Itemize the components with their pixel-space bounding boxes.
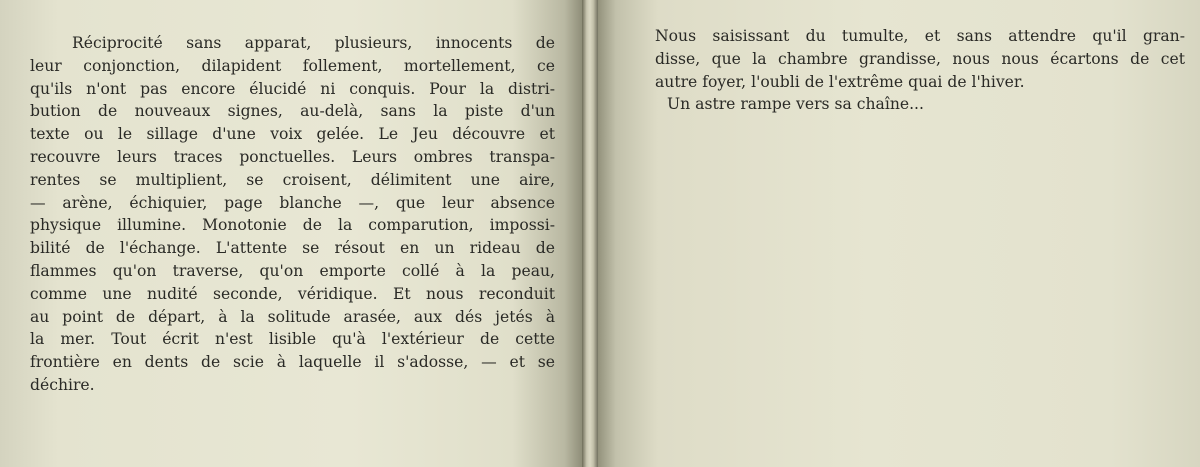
text-line: déchire. — [30, 375, 95, 394]
text-line: comme une nudité seconde, véridique. Et nous reconduit — [30, 284, 555, 303]
text-line: flammes qu'on traverse, qu'on emporte collé à la peau, — [30, 261, 555, 280]
text-line: physique illumine. Monotonie de la comparution, impossi- — [30, 216, 555, 235]
text-line: rentes se multiplient, se croisent, délimitent une aire, — [30, 170, 555, 189]
text-line: autre foyer, l'oubli de l'extrême quai de l'hiver. — [655, 72, 1025, 91]
text-line: au point de départ, à la solitude arasée, aux dés jetés à — [30, 307, 555, 326]
book-gutter — [582, 0, 598, 467]
right-page — [598, 0, 1200, 467]
text-line: leur conjonction, dilapident follement, mortellement, ce — [30, 56, 555, 75]
text-line: — arène, échiquier, page blanche —, que leur absence — [30, 193, 555, 212]
text-line: Réciprocité sans apparat, plusieurs, innocents de — [72, 34, 555, 52]
left-page-text — [30, 32, 555, 397]
text-line: Un astre rampe vers sa chaîne... — [667, 95, 924, 114]
text-line: bilité de l'échange. L'attente se résout en un rideau de — [30, 239, 555, 258]
text-line: Nous saisissant du tumulte, et sans attendre qu'il gran- — [655, 27, 1185, 45]
text-line: bution de nouveaux signes, au-delà, sans la piste d'un — [30, 102, 555, 121]
text-line: la mer. Tout écrit n'est lisible qu'à l'extérieur de cette — [30, 330, 555, 349]
text-line: texte ou le sillage d'une voix gelée. Le Jeu découvre et — [30, 125, 555, 144]
text-line: recouvre leurs traces ponctuelles. Leurs ombres transpa- — [30, 147, 555, 166]
right-page-text — [655, 25, 1185, 116]
text-line: disse, que la chambre grandisse, nous nous écartons de cet — [655, 49, 1185, 68]
text-line: frontière en dents de scie à laquelle il s'adosse, — et se — [30, 353, 555, 372]
text-line: qu'ils n'ont pas encore élucidé ni conquis. Pour la distri- — [30, 79, 555, 98]
left-page — [0, 0, 582, 467]
